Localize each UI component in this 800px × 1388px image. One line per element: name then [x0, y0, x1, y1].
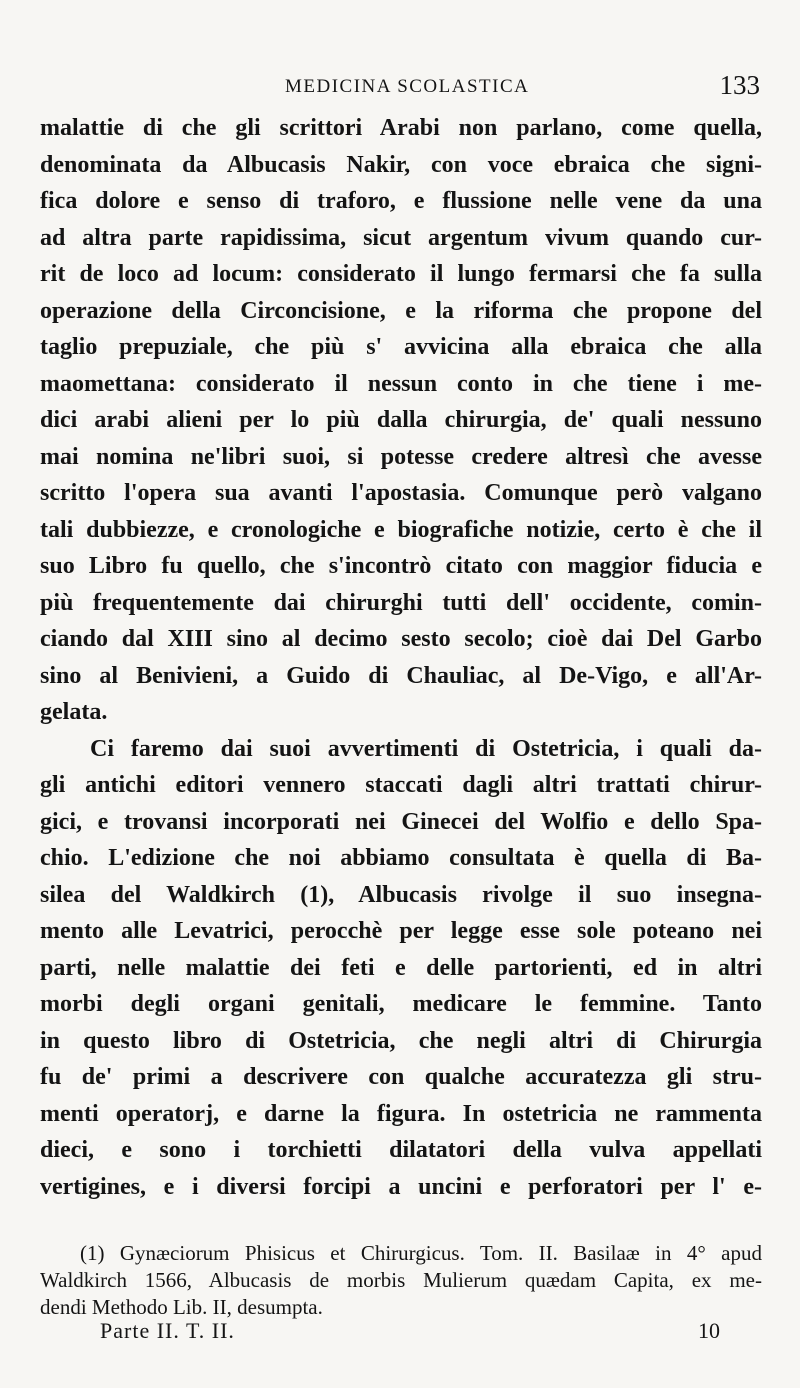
footnote — [40, 1240, 762, 1321]
paragraph-start-line: Ci faremo dai suoi avvertimenti di Ostetricia, i quali da- — [90, 735, 762, 762]
text-line: fu de' primi a descrivere con qualche accuratezza gli stru- — [40, 1064, 762, 1090]
text-line: parti, nelle malattie dei feti e delle partorienti, ed in altri — [40, 954, 762, 981]
text-line: ad altra parte rapidissima, sicut argentum vivum quando cur- — [40, 224, 762, 251]
text-line: malattie di che gli scrittori Arabi non parlano, come quella, — [40, 115, 762, 141]
text-line: operazione della Circoncisione, e la riforma che propone del — [40, 297, 762, 324]
text-line: chio. L'edizione che noi abbiamo consultata è quella di Ba- — [40, 845, 762, 871]
running-title: MEDICINA SCOLASTICA — [285, 76, 530, 97]
footnote-line: (1) Gynæciorum Phisicus et Chirurgicus. Tom. II. Basilaæ in 4° apud — [80, 1241, 762, 1265]
page-footer — [100, 1318, 720, 1348]
text-line: scritto l'opera sua avanti l'apostasia. Comunque però valgano — [40, 480, 762, 506]
text-line: rit de loco ad locum: considerato il lungo fermarsi che fa sulla — [40, 261, 762, 287]
text-line: mento alle Levatrici, perocchè per legge esse sole poteano nei — [40, 918, 762, 944]
text-line: mai nomina ne'libri suoi, si potesse credere altresì che avesse — [40, 443, 762, 470]
text-line: maomettana: considerato il nessun conto in che tiene i me- — [40, 370, 762, 397]
text-line: silea del Waldkirch (1), Albucasis rivolge il suo insegna- — [40, 881, 762, 908]
text-line: dici arabi alieni per lo più dalla chirurgia, de' quali nessuno — [40, 407, 762, 433]
text-line: fica dolore e senso di traforo, e flussione nelle vene da una — [40, 188, 762, 214]
text-line: dieci, e sono i torchietti dilatatori della vulva appellati — [40, 1137, 762, 1163]
text-line: ciando dal XIII sino al decimo sesto secolo; cioè dai Del Garbo — [40, 626, 762, 652]
text-line: gli antichi editori vennero staccati dagli altri trattati chirur- — [40, 772, 762, 798]
paragraph-end-line: gelata. — [40, 699, 108, 725]
text-line: suo Libro fu quello, che s'incontrò citato con maggior fiducia e — [40, 553, 762, 579]
footnote-line: dendi Methodo Lib. II, desumpta. — [40, 1295, 323, 1319]
page-header — [40, 70, 760, 106]
text-line: sino al Benivieni, a Guido di Chauliac, al De-Vigo, e all'Ar- — [40, 662, 762, 689]
text-line: tali dubbiezze, e cronologiche e biografiche notizie, certo è che il — [40, 516, 762, 543]
text-line: gici, e trovansi incorporati nei Ginecei del Wolfio e dello Spa- — [40, 808, 762, 835]
text-line: più frequentemente dai chirurghi tutti dell' occidente, comin- — [40, 589, 762, 616]
text-line: menti operatorj, e darne la figura. In ostetricia ne rammenta — [40, 1100, 762, 1127]
printer-signature: Parte II. T. II. — [100, 1318, 235, 1343]
text-line: taglio prepuziale, che più s' avvicina alla ebraica che alla — [40, 334, 762, 360]
text-line: in questo libro di Ostetricia, che negli altri di Chirurgia — [40, 1027, 762, 1054]
body-text — [40, 110, 762, 1205]
footnote-line: Waldkirch 1566, Albucasis de morbis Mulierum quædam Capita, ex me- — [40, 1268, 762, 1292]
sheet-number: 10 — [698, 1318, 720, 1343]
text-line: vertigines, e i diversi forcipi a uncini e perforatori per l' e- — [40, 1173, 762, 1200]
page-number: 133 — [719, 70, 760, 100]
text-line: morbi degli organi genitali, medicare le femmine. Tanto — [40, 991, 762, 1017]
text-line: denominata da Albucasis Nakir, con voce ebraica che signi- — [40, 151, 762, 178]
